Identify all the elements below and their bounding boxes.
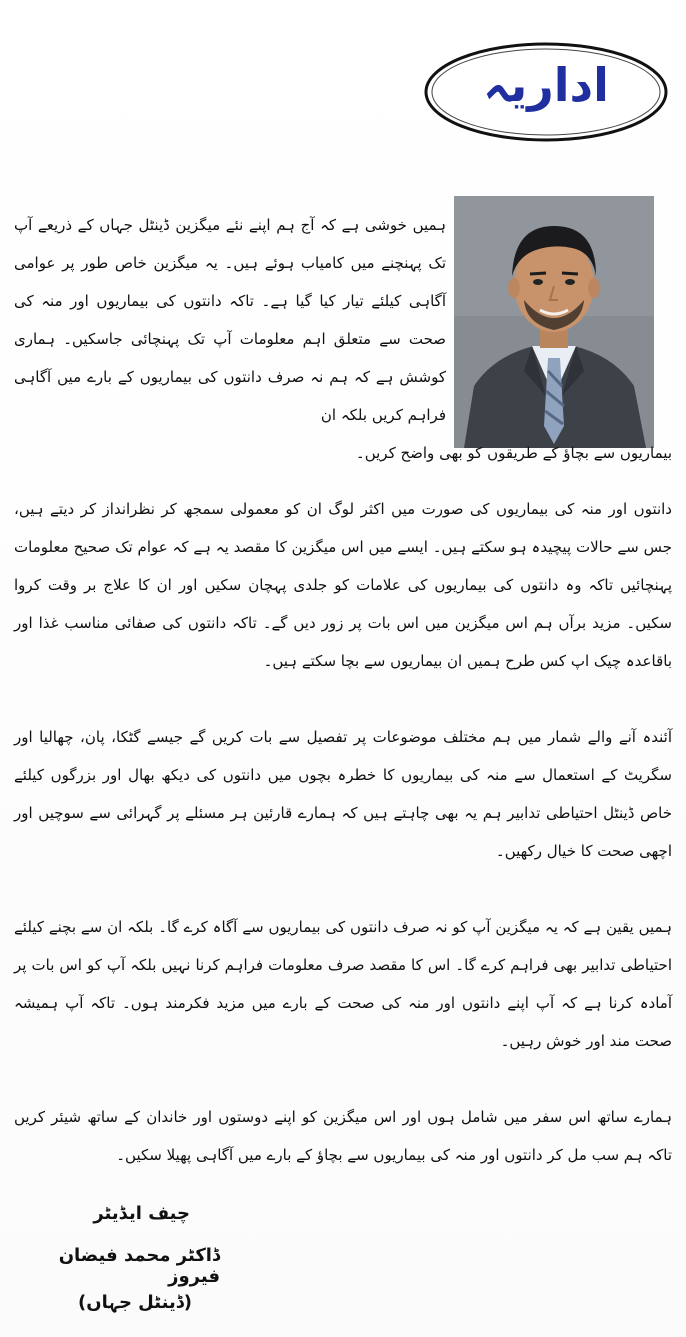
article-paragraph-3: آئندہ آنے والے شمار میں ہم مختلف موضوعات پر تفصیل سے بات کریں گے جیسے گٹکا، پان، چھالیا اور سگریٹ کے استعمال سے منہ کی بیماریوں کا خطرہ بچوں میں دانتوں کی دیکھ بھال اور بزرگوں کیلئے خاص ڈینٹل احتیاطی تدابیر ہم یہ بھی چاہتے ہیں کہ ہمارے قارئین ہر مسئلے پر گہرائی سے سوچیں اور اچھی صحت کا خیال رکھیں۔	[14, 728, 672, 860]
title-oval	[422, 40, 670, 144]
editor-portrait-illustration	[454, 196, 654, 448]
article-paragraph-2: دانتوں اور منہ کی بیماریوں کی صورت میں اکثر لوگ ان کو معمولی سمجھ کر نظرانداز کر دیتے ہیں، جس سے حالات پیچیدہ ہو سکتے ہیں۔ ایسے میں اس میگزین کا مقصد یہ ہے کہ عوام تک صحیح معلومات پہنچائیں تاکہ وہ دانتوں کی بیماریوں کی علامات کو جلدی پہچان سکیں اور ان کا علاج بر وقت کروا سکیں۔ مزید برآں ہم اس میگزین میں اس بات پر زور دیں گے۔ تاکہ دانتوں کی صفائی مناسب غذا اور باقاعدہ چیک اپ کس طرح ہمیں ان بیماریوں سے بچا سکتے ہیں۔	[14, 500, 672, 670]
editor-photo	[454, 196, 654, 448]
article-paragraph-1-end: بیماریوں سے بچاؤ کے طریقوں کو بھی واضح کریں۔	[355, 444, 672, 462]
article-paragraph-5: ہمارے ساتھ اس سفر میں شامل ہوں اور اس میگزین کو اپنے دوستوں اور خاندان کے ساتھ شیئر کریں تاکہ ہم سب مل کر دانتوں اور منہ کی بیماریوں سے بچاؤ کے بارے میں آگاہی پھیلا سکیں۔	[14, 1108, 672, 1164]
article-paragraph-1: ہمیں خوشی ہے کہ آج ہم اپنے نئے میگزین ڈینٹل جہاں کے ذریعے آپ تک پہنچنے میں کامیاب ہوئے ہیں۔ یہ میگزین خاص طور پر عوامی آگاہی کیلئے تیار کیا گیا ہے۔ تاکہ دانتوں کی بیماریوں اور منہ کی صحت سے متعلق اہم معلومات آپ تک پہنچائی جاسکیں۔ ہماری کوشش ہے کہ ہم نہ صرف دانتوں کی بیماریوں کے بارے میں آگاہی فراہم کریں بلکہ ان	[14, 216, 446, 424]
signature-name: ڈاکٹر محمد فیضان فیروز	[58, 1245, 220, 1287]
signature-title: چیف ایڈیٹر	[93, 1203, 190, 1224]
page-title: اداریہ	[483, 58, 609, 112]
article-paragraph-4: ہمیں یقین ہے کہ یہ میگزین آپ کو نہ صرف دانتوں کی بیماریوں سے آگاہ کرے گا۔ بلکہ ان سے بچنے کیلئے احتیاطی تدابیر بھی فراہم کرے گا۔ اس کا مقصد صرف معلومات فراہم کرنا نہیں بلکہ آپ کو اس بات پر آمادہ کرنا ہے کہ آپ اپنے دانتوں اور منہ کی صحت کے بارے میں مزید فکرمند ہوں۔ تاکہ آپ ہمیشہ صحت مند اور خوش رہیں۔	[14, 918, 672, 1050]
signature-organization: (ڈینٹل جہاں)	[78, 1292, 192, 1313]
